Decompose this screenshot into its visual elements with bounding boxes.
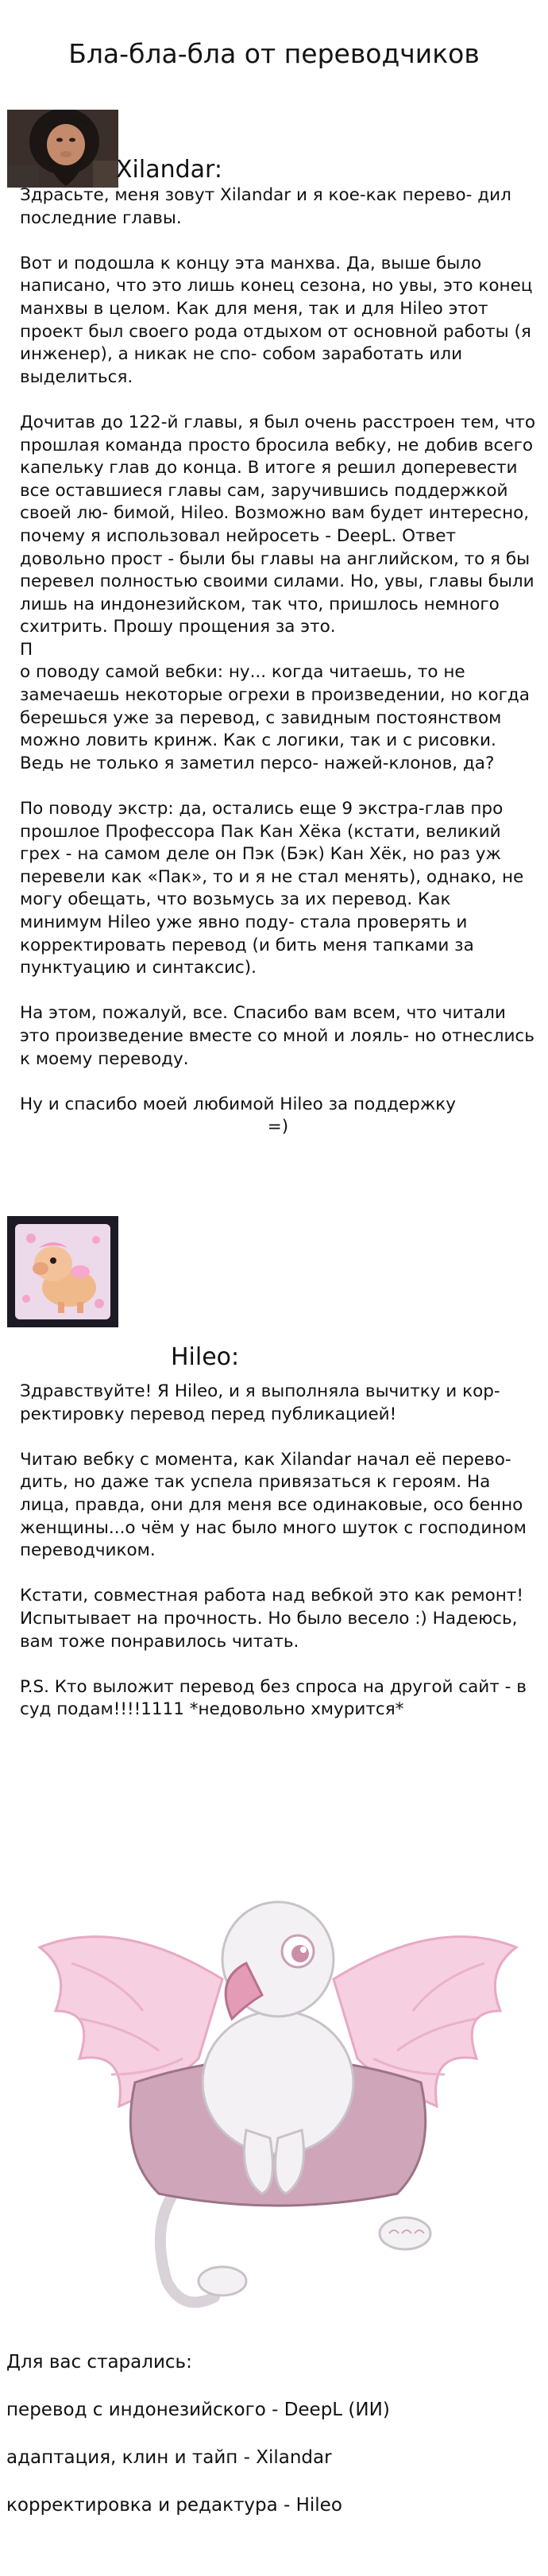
xilandar-message — [20, 184, 536, 1139]
griffin-artwork — [24, 1820, 532, 2329]
xilandar-paragraph: Здрасьте, меня зовут Xilandar и я кое-как перево- дил последние главы. — [20, 185, 511, 228]
hileo-paragraph: Здравствуйте! Я Hileo, и я выполняла вычитку и кор- ректировку перевод перед публикацией! — [20, 1381, 500, 1424]
hileo-paragraph: Кстати, совместная работа над вебкой это как ремонт! Испытывает на прочность. Но было весело :) Надеюсь, вам тоже понравилось читать. — [20, 1586, 523, 1652]
xilandar-paragraph: По поводу экстр: да, остались еще 9 экстра-глав про прошлое Профессора Пак Кан Хёка (кстати, великий грех - на самом деле он Пэк (Бэк) Кан Хёк, но раз уж перевели как «Пак», то и я не стал менять), однако, не могу обещать, что возьмусь за их перевод. Как минимум Hileo уже явно поду- стала проверять и корректировать перевод (и бить меня тапками за пунктуацию и синтаксис). — [20, 799, 524, 978]
credits-heading: Для вас старались: — [6, 2352, 192, 2373]
xilandar-avatar — [7, 110, 118, 188]
hileo-paragraph: Читаю вебку с момента, как Xilandar начал её перево- дить, но даже так успела привязаться к героям. На лица, правда, они для меня все одинаковые, осо бенно женщины...о чём у нас было много шуток с господином переводчиком. — [20, 1449, 527, 1561]
credits-section — [6, 2350, 538, 2541]
pink-creature-sticker-icon — [7, 1216, 118, 1327]
credits-adaptation: адаптация, клин и тайп - Xilandar — [6, 2447, 332, 2468]
xilandar-paragraph: о поводу самой вебки: ну... когда читаешь, то не замечаешь некоторые огрехи в произведении, но когда берешься уже за перевод, с завидным постоянством можно ловить кринж. Как с логики, так и с рисовки. Ведь не только я заметил персо- нажей-клонов, да? — [20, 662, 530, 773]
xilandar-paragraph: Ну и спасибо моей любимой Hileo за поддержку — [20, 1094, 456, 1114]
hileo-avatar — [7, 1216, 118, 1327]
xilandar-paragraph: П — [20, 639, 33, 660]
griffin-on-pillow-illustration-icon — [24, 1820, 532, 2329]
xilandar-name: Xilandar: — [116, 156, 222, 184]
bearded-man-portrait-icon — [7, 110, 118, 188]
hileo-message — [20, 1381, 536, 1722]
credits-editing: корректировка и редактура - Hileo — [6, 2495, 342, 2516]
xilandar-paragraph: На этом, пожалуй, все. Спасибо вам всем, что читали это произведение вместе со мной и лояль- но отнеслись к моему переводу. — [20, 1003, 534, 1069]
xilandar-paragraph: Вот и подошла к концу эта манхва. Да, выше было написано, что это лишь конец сезона, но увы, это конец манхвы в целом. Как для меня, так и для Hileo этот проект был своего рода отдыхом от основной работы (я инженер), а никак не спо- собом заработать или выделиться. — [20, 253, 533, 387]
xilandar-smiley: =) — [267, 1117, 289, 1137]
hileo-name: Hileo: — [171, 1343, 240, 1371]
page-title: Бла-бла-бла от переводчиков — [68, 38, 480, 69]
xilandar-paragraph: Дочитав до 122-й главы, я был очень расстроен тем, что прошлая команда просто бросила вебку, не добив всего капельку глав до конца. В итоге я решил доперевести все оставшиеся главы сам, заручившись поддержкой своей лю- бимой, Hileo. Возможно вам будет интересно, почему я использовал нейросеть - DeepL. Ответ довольно прост - были бы главы на английском, то я бы перевел полностью своими силами. Но, увы, главы были лишь на индонезийском, так что, пришлось немного схитрить. Прошу прощения за это. — [20, 412, 535, 637]
hileo-paragraph: P.S. Кто выложит перевод без спроса на другой сайт - в суд подам!!!!1111 *недовольно хмурится* — [20, 1676, 527, 1720]
credits-translation: перевод с индонезийского - DeepL (ИИ) — [6, 2400, 390, 2420]
